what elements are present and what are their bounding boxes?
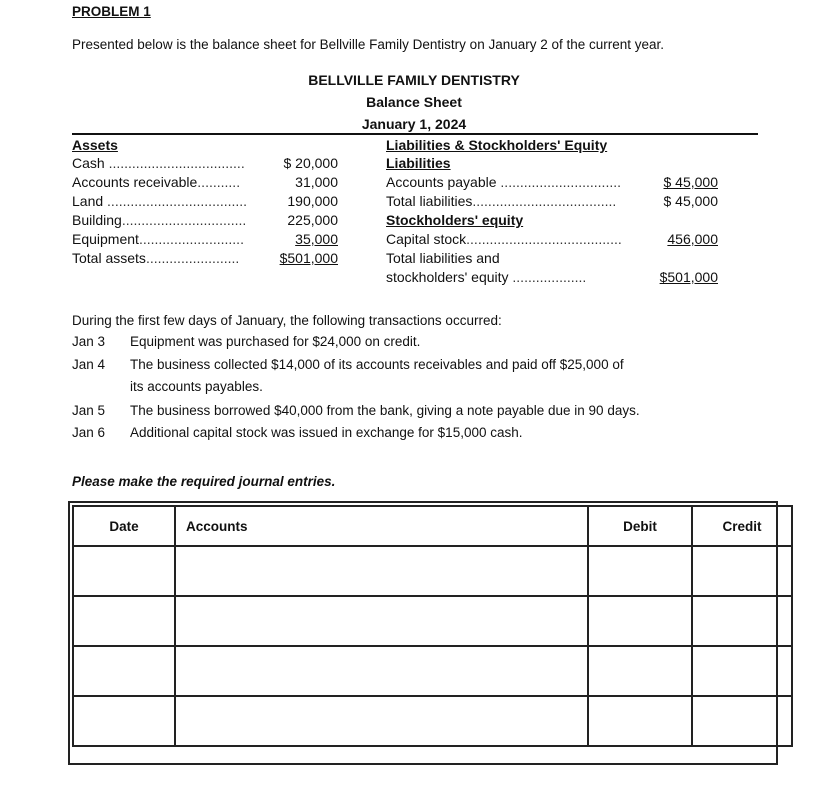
instruction: Please make the required journal entries.	[72, 474, 336, 489]
transaction-text: Equipment was purchased for $24,000 on credit.	[130, 334, 421, 349]
liability-row	[386, 173, 621, 192]
accounts-cell[interactable]	[175, 696, 588, 746]
statement-title: Balance Sheet	[366, 94, 462, 110]
asset-amount: 35,000	[295, 231, 338, 247]
leader-dots: ...........	[197, 174, 241, 190]
transaction-date: Jan 4	[72, 357, 106, 372]
debit-header: Debit	[588, 506, 692, 546]
transaction-date: Jan 3	[72, 334, 106, 349]
leader-dots: ...............................	[500, 174, 622, 190]
credit-cell[interactable]	[692, 546, 792, 596]
transaction-date: Jan 6	[72, 425, 106, 440]
transaction-text: The business collected $14,000 of its accounts receivables and paid off $25,000 of	[130, 357, 624, 372]
asset-label: Land	[72, 193, 104, 209]
asset-amount: 31,000	[295, 174, 338, 190]
leader-dots: ................................	[121, 212, 247, 228]
journal-table	[72, 505, 793, 747]
credit-cell[interactable]	[692, 696, 792, 746]
problem-title: PROBLEM 1	[72, 4, 151, 19]
accounts-payable-amount: $ 45,000	[663, 174, 718, 190]
accounts-cell[interactable]	[175, 546, 588, 596]
transaction-text: Additional capital stock was issued in exchange for $15,000 cash.	[130, 425, 523, 440]
leader-dots: ...........................	[138, 231, 244, 247]
transactions-intro: During the first few days of January, the following transactions occurred:	[72, 313, 502, 328]
credit-cell[interactable]	[692, 646, 792, 696]
total-le-row	[386, 268, 586, 287]
leader-dots: ....................................	[107, 193, 248, 209]
debit-cell[interactable]	[588, 546, 692, 596]
liability-label: Total liabilities	[386, 193, 473, 209]
asset-amount: $ 20,000	[283, 155, 338, 171]
total-le-amount: $501,000	[659, 269, 718, 285]
journal-row	[73, 696, 792, 746]
equity-heading: Stockholders' equity	[386, 212, 524, 228]
asset-row	[72, 154, 245, 173]
date-cell[interactable]	[73, 546, 175, 596]
total-liabilities-amount: $ 45,000	[663, 193, 718, 209]
asset-amount: 190,000	[287, 193, 338, 209]
total-le-line1: Total liabilities and	[386, 250, 500, 266]
debit-cell[interactable]	[588, 596, 692, 646]
equity-row	[386, 230, 622, 249]
date-cell[interactable]	[73, 646, 175, 696]
transaction-date: Jan 5	[72, 403, 106, 418]
liabilities-heading: Liabilities	[386, 155, 451, 171]
liability-row	[386, 192, 616, 211]
company-name: BELLVILLE FAMILY DENTISTRY	[308, 72, 520, 88]
debit-cell[interactable]	[588, 646, 692, 696]
date-cell[interactable]	[73, 596, 175, 646]
journal-header-row	[73, 506, 792, 546]
asset-row	[72, 211, 246, 230]
liab-equity-heading: Liabilities & Stockholders' Equity	[386, 137, 608, 153]
asset-row	[72, 230, 244, 249]
credit-header: Credit	[692, 506, 792, 546]
accounts-header: Accounts	[175, 506, 588, 546]
capital-stock-amount: 456,000	[667, 231, 718, 247]
journal-row	[73, 546, 792, 596]
asset-label: Accounts receivable	[72, 174, 198, 190]
leader-dots: .....................................	[472, 193, 617, 209]
asset-label: Equipment	[72, 231, 139, 247]
leader-dots: ........................................	[466, 231, 622, 247]
asset-row	[72, 192, 247, 211]
date-cell[interactable]	[73, 696, 175, 746]
accounts-cell[interactable]	[175, 596, 588, 646]
asset-label: Building	[72, 212, 122, 228]
asset-label: Total assets	[72, 250, 146, 266]
transaction-text-cont: its accounts payables.	[130, 379, 263, 394]
journal-row	[73, 596, 792, 646]
accounts-cell[interactable]	[175, 646, 588, 696]
header-rule	[72, 133, 758, 135]
equity-label: Capital stock	[386, 231, 467, 247]
liability-label: Accounts payable	[386, 174, 497, 190]
total-le-label: stockholders' equity	[386, 269, 509, 285]
debit-cell[interactable]	[588, 696, 692, 746]
leader-dots: ........................	[145, 250, 240, 266]
statement-date: January 1, 2024	[361, 116, 467, 132]
credit-cell[interactable]	[692, 596, 792, 646]
journal-row	[73, 646, 792, 696]
assets-heading: Assets	[72, 137, 118, 153]
asset-amount: 225,000	[287, 212, 338, 228]
transaction-text: The business borrowed $40,000 from the bank, giving a note payable due in 90 days.	[130, 403, 640, 418]
asset-row	[72, 173, 240, 192]
leader-dots: ...................	[512, 269, 587, 285]
intro-text: Presented below is the balance sheet for Bellville Family Dentistry on January 2 of the current year.	[72, 37, 665, 52]
asset-row	[72, 249, 239, 268]
asset-label: Cash	[72, 155, 105, 171]
total-assets-amount: $501,000	[279, 250, 338, 266]
leader-dots: ...................................	[108, 155, 245, 171]
date-header: Date	[73, 506, 175, 546]
